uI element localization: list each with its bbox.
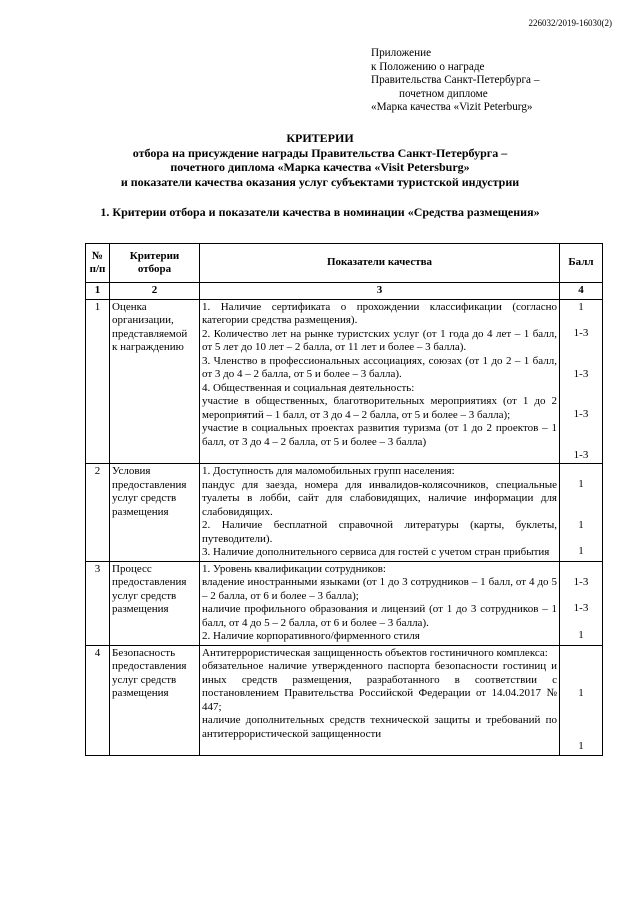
table-row: [86, 299, 603, 464]
row-number: 3: [86, 561, 110, 645]
score-value: 1-3: [573, 327, 589, 339]
document-title: [0, 131, 640, 189]
score-value: 1-3: [573, 367, 589, 380]
criterion-cell: Условия предоставления услуг средств размещения: [110, 464, 200, 562]
column-number: 4: [560, 283, 603, 300]
indicators-cell: [200, 645, 560, 755]
title-line: отбора на присуждение награды Правительства Санкт-Петербурга –: [132, 145, 508, 160]
score-value: 1: [578, 478, 584, 490]
indicator-item: обязательное наличие утвержденного паспорта безопасности гостиниц и иных средств размещения, разработанного в соответствии с постановлением Правительства Российской Федерации от 14.04.2017 № 447;: [202, 660, 557, 713]
score-value: 1-3: [573, 575, 589, 588]
score-value: 1: [578, 740, 584, 752]
appendix-line: Правительства Санкт-Петербурга –: [371, 74, 540, 86]
indicator-item: пандус для заезда, номера для инвалидов-колясочников, специальные туалеты в лобби, сайт для слабовидящих, наличие информации для слабовидящих.: [202, 478, 557, 518]
column-number-row: [86, 283, 603, 300]
appendix-line: «Марка качества «Vizit Peterburg»: [371, 101, 533, 113]
header-criteria: Критерии отбора: [110, 244, 200, 283]
score-cell: [560, 645, 603, 755]
score-value: 1: [578, 686, 584, 699]
indicator-item: Антитеррористическая защищенность объектов гостиничного комплекса:: [202, 646, 548, 659]
indicator-item: 3. Наличие дополнительного сервиса для гостей с учетом стран прибытия: [202, 546, 550, 558]
column-number: 2: [110, 283, 200, 300]
criterion-cell: Безопасность предоставления услуг средств размещения: [110, 645, 200, 755]
score-value: 1: [578, 628, 584, 641]
title-heading: КРИТЕРИИ: [286, 131, 354, 145]
score-value: 1-3: [573, 602, 589, 614]
indicator-item: 1. Наличие сертификата о прохождении классификации (согласно категории средства размещения).: [202, 300, 557, 326]
criterion-cell: Процесс предоставления услуг средств размещения: [110, 561, 200, 645]
score-cell: [560, 561, 603, 645]
row-number: 2: [86, 464, 110, 562]
indicator-item: 2. Количество лет на рынке туристских услуг (от 1 года до 4 лет – 1 балл, от 5 лет до 10 лет – 2 балла, от 11 лет и более – 3 балла).: [202, 327, 557, 353]
table-row: [86, 561, 603, 645]
criteria-table: [85, 243, 603, 756]
title-line: почетного диплома «Марка качества «Visit Petersburg»: [170, 160, 470, 174]
indicator-item: 1. Доступность для маломобильных групп населения:: [202, 465, 455, 477]
score-value: 1-3: [573, 408, 589, 420]
score-cell: [560, 299, 603, 464]
table-row: [86, 464, 603, 562]
indicator-item: 4. Общественная и социальная деятельность:: [202, 381, 415, 394]
indicators-cell: [200, 464, 560, 562]
section-heading: 1. Критерии отбора и показатели качества в номинации «Средства размещения»: [100, 205, 540, 219]
indicators-cell: [200, 561, 560, 645]
header-score: Балл: [560, 244, 603, 283]
document-number: 226032/2019-16030(2): [528, 18, 612, 28]
indicator-item: 3. Членство в профессиональных ассоциациях, союзах (от 1 до 2 – 1 балл, от 3 до 4 – 2 балла, от 5 и более – 3 балла).: [202, 354, 557, 380]
header-num: № п/п: [86, 244, 110, 283]
criterion-cell: Оценка организации, представляемой к награждению: [110, 299, 200, 464]
score-value: 1-3: [573, 448, 589, 461]
indicators-cell: [200, 299, 560, 464]
appendix-line: почетном дипломе: [399, 87, 488, 100]
indicator-item: 2. Наличие бесплатной справочной литературы (карты, буклеты, путеводители).: [202, 519, 557, 545]
table-header-row: [86, 244, 603, 283]
appendix-line: Приложение: [371, 47, 432, 59]
appendix-note: [371, 47, 539, 115]
score-value: 1: [578, 545, 584, 557]
row-number: 1: [86, 299, 110, 464]
appendix-line: к Положению о награде: [371, 60, 485, 73]
column-number: 3: [200, 283, 560, 300]
table-row: [86, 645, 603, 755]
column-number: 1: [86, 283, 110, 300]
header-indicators: Показатели качества: [200, 244, 560, 283]
score-value: 1: [578, 518, 584, 531]
title-line: и показатели качества оказания услуг субъектами туристской индустрии: [120, 174, 520, 189]
indicator-item: наличие профильного образования и лицензий (от 1 до 3 сотрудников – 1 балл, от 4 до 5 – 2 балла, от 6 и более – 3 балла).: [202, 603, 557, 629]
indicator-item: 1. Уровень квалификации сотрудников:: [202, 562, 386, 575]
indicator-item: участие в социальных проектах развития туризма (от 1 до 2 проектов – 1 балл, от 3 до 4 – 2 балла, от 5 и более – 3 балла): [202, 422, 557, 448]
indicator-item: участие в общественных, благотворительных мероприятиях (от 1 до 2 мероприятий – 1 балл, от 3 до 4 – 2 балла, от 5 и более – 3 балла);: [202, 395, 557, 421]
row-number: 4: [86, 645, 110, 755]
score-cell: [560, 464, 603, 562]
indicator-item: владение иностранными языками (от 1 до 3 сотрудников – 1 балл, от 4 до 5 – 2 балла, от 6 и более – 3 балла);: [202, 576, 557, 602]
score-value: 1: [578, 300, 584, 313]
indicator-item: наличие дополнительных средств технической защиты и требований по антитеррористической защищенности: [202, 714, 557, 740]
indicator-item: 2. Наличие корпоративного/фирменного стиля: [202, 630, 420, 642]
